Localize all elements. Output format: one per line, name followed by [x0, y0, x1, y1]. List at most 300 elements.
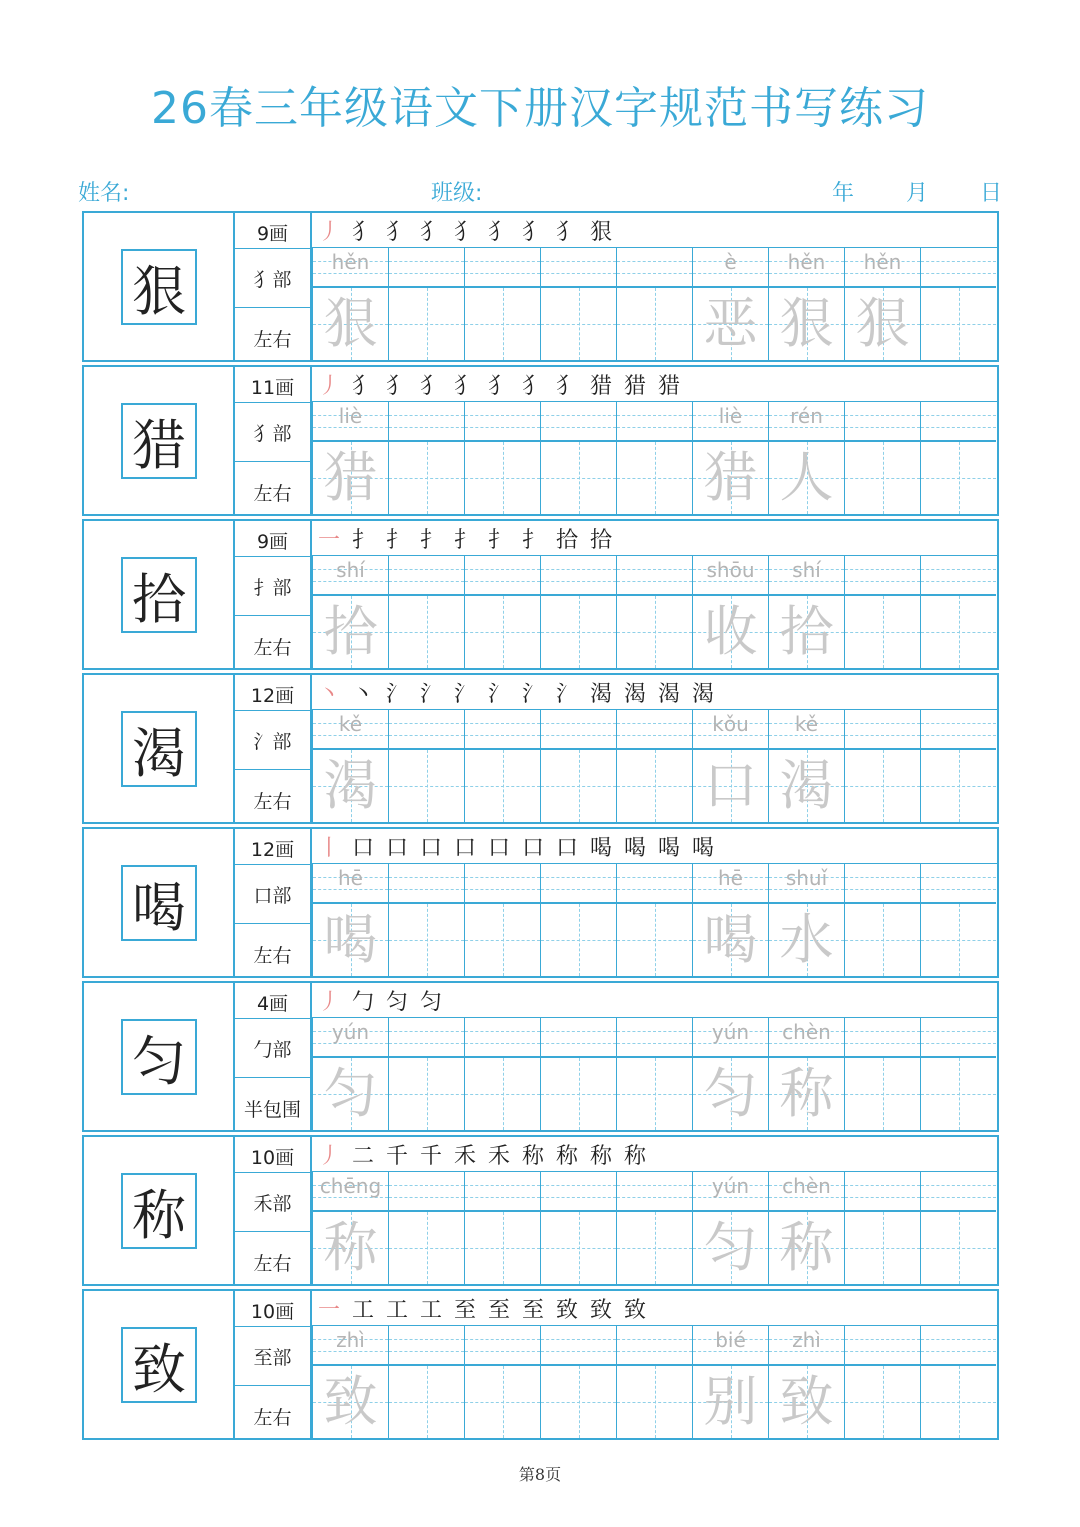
pinyin-text: zhì: [792, 1328, 821, 1352]
writing-cell[interactable]: [768, 286, 844, 360]
pinyin-text: hē: [338, 866, 363, 890]
writing-cell[interactable]: [692, 1364, 768, 1438]
stroke-step: 喝: [692, 836, 715, 861]
stroke-step: 禾: [488, 1144, 511, 1169]
pinyin-cell[interactable]: [464, 1326, 540, 1364]
writing-cell[interactable]: [920, 902, 996, 976]
main-char: 渴: [121, 711, 197, 787]
pinyin-cell[interactable]: [768, 710, 844, 748]
pinyin-cell[interactable]: [920, 556, 996, 594]
pinyin-cell[interactable]: [540, 556, 616, 594]
pinyin-cell[interactable]: [312, 1018, 388, 1056]
radical-label: 扌部: [253, 577, 292, 599]
pinyin-cell[interactable]: [616, 402, 692, 440]
pinyin-cell[interactable]: [312, 1172, 388, 1210]
stroke-step: 扌: [352, 528, 375, 553]
writing-cell[interactable]: [312, 748, 388, 822]
trace-char: 拾: [323, 600, 378, 663]
main-char-cell: [84, 829, 235, 976]
trace-char: 喝: [323, 908, 378, 971]
writing-cell[interactable]: [464, 1210, 540, 1284]
writing-cell[interactable]: [464, 748, 540, 822]
stroke-count: 10画: [250, 1301, 295, 1323]
writing-cell[interactable]: [540, 594, 616, 668]
pinyin-text: rén: [790, 404, 823, 428]
pinyin-cell[interactable]: [844, 710, 920, 748]
pinyin-cell[interactable]: [616, 710, 692, 748]
writing-cell[interactable]: [692, 286, 768, 360]
pinyin-cell[interactable]: [312, 864, 388, 902]
writing-cell[interactable]: [540, 748, 616, 822]
writing-cell[interactable]: [464, 1056, 540, 1130]
writing-cell[interactable]: [844, 594, 920, 668]
pinyin-cell[interactable]: [388, 402, 464, 440]
pinyin-cell[interactable]: [540, 402, 616, 440]
pinyin-cell[interactable]: [540, 248, 616, 286]
writing-cell[interactable]: [616, 594, 692, 668]
writing-cell[interactable]: [464, 1364, 540, 1438]
radical-label: 勹部: [253, 1039, 292, 1061]
stroke-step: 犭: [488, 374, 511, 399]
writing-cell[interactable]: [616, 1364, 692, 1438]
writing-cell[interactable]: [312, 902, 388, 976]
stroke-step: 口: [454, 836, 477, 861]
writing-cell[interactable]: [692, 440, 768, 514]
char-info: [235, 367, 312, 514]
pinyin-cell[interactable]: [616, 1018, 692, 1056]
writing-cell[interactable]: [312, 1056, 388, 1130]
writing-cell[interactable]: [768, 440, 844, 514]
char-info: [235, 829, 312, 976]
writing-cell[interactable]: [540, 1056, 616, 1130]
class-label: 班级:: [431, 181, 483, 206]
writing-cell[interactable]: [540, 1210, 616, 1284]
pinyin-text: zhì: [336, 1328, 365, 1352]
pinyin-text: liè: [718, 404, 743, 428]
pinyin-cell[interactable]: [768, 248, 844, 286]
pinyin-cell[interactable]: [388, 1172, 464, 1210]
char-info: [235, 675, 312, 822]
stroke-step: 犭: [488, 220, 511, 245]
writing-cell[interactable]: [768, 902, 844, 976]
pinyin-cell[interactable]: [692, 864, 768, 902]
writing-cell[interactable]: [616, 286, 692, 360]
pinyin-cell[interactable]: [692, 1018, 768, 1056]
pinyin-cell[interactable]: [464, 1172, 540, 1210]
pinyin-cell[interactable]: [388, 556, 464, 594]
char-info: [235, 213, 312, 360]
stroke-order: [312, 213, 997, 248]
structure-label: 左右: [253, 945, 292, 967]
pinyin-cell[interactable]: [464, 710, 540, 748]
stroke-step: 禾: [454, 1144, 477, 1169]
stroke-count: 12画: [250, 839, 295, 861]
main-char-cell: [84, 1291, 235, 1438]
stroke-step: 犭: [556, 374, 579, 399]
trace-char: 匀: [703, 1062, 758, 1125]
stroke-step: 喝: [590, 836, 613, 861]
stroke-step: 拾: [590, 528, 613, 553]
writing-cell[interactable]: [920, 286, 996, 360]
pinyin-cell[interactable]: [844, 1326, 920, 1364]
writing-cell[interactable]: [312, 286, 388, 360]
stroke-step: 工: [386, 1298, 409, 1323]
char-block: [82, 1135, 999, 1286]
pinyin-cell[interactable]: [540, 1018, 616, 1056]
stroke-count: 12画: [250, 685, 295, 707]
pinyin-cell[interactable]: [616, 1326, 692, 1364]
structure-label: 左右: [253, 329, 292, 351]
stroke-step: 氵: [522, 682, 545, 707]
stroke-step: 狠: [590, 220, 613, 245]
stroke-step: 匀: [420, 990, 443, 1015]
stroke-step: 丿: [318, 1144, 341, 1169]
pinyin-cell[interactable]: [312, 248, 388, 286]
pinyin-cell[interactable]: [920, 710, 996, 748]
writing-cell[interactable]: [692, 902, 768, 976]
practice-sheet: [82, 211, 999, 1443]
pinyin-cell[interactable]: [464, 1018, 540, 1056]
trace-char: 渴: [779, 754, 834, 817]
main-char: 狠: [121, 249, 197, 325]
pinyin-cell[interactable]: [388, 1018, 464, 1056]
main-char: 匀: [121, 1019, 197, 1095]
pinyin-cell[interactable]: [692, 402, 768, 440]
writing-cell[interactable]: [692, 1210, 768, 1284]
pinyin-text: hěn: [863, 250, 902, 274]
writing-cell[interactable]: [768, 748, 844, 822]
char-info: [235, 983, 312, 1130]
writing-cell[interactable]: [540, 1364, 616, 1438]
writing-cell[interactable]: [692, 1056, 768, 1130]
writing-cell[interactable]: [388, 286, 464, 360]
writing-cell[interactable]: [616, 748, 692, 822]
pinyin-cell[interactable]: [464, 402, 540, 440]
pinyin-cell[interactable]: [844, 402, 920, 440]
stroke-step: 犭: [352, 374, 375, 399]
pinyin-cell[interactable]: [920, 248, 996, 286]
pinyin-cell[interactable]: [920, 1326, 996, 1364]
pinyin-text: chèn: [782, 1174, 831, 1198]
pinyin-cell[interactable]: [312, 402, 388, 440]
writing-cell[interactable]: [920, 1210, 996, 1284]
stroke-step: 一: [318, 1298, 341, 1323]
stroke-step: 拾: [556, 528, 579, 553]
writing-cell[interactable]: [540, 902, 616, 976]
stroke-order: [312, 675, 997, 710]
trace-char: 渴: [323, 754, 378, 817]
pinyin-text: yún: [711, 1020, 750, 1044]
stroke-step: 致: [624, 1298, 647, 1323]
stroke-step: 犭: [352, 220, 375, 245]
writing-cell[interactable]: [464, 902, 540, 976]
pinyin-cell[interactable]: [920, 864, 996, 902]
main-char: 喝: [121, 865, 197, 941]
main-char-cell: [84, 1137, 235, 1284]
pinyin-cell[interactable]: [920, 402, 996, 440]
radical-label: 禾部: [253, 1193, 292, 1215]
trace-char: 喝: [703, 908, 758, 971]
writing-cell[interactable]: [844, 1210, 920, 1284]
stroke-count: 9画: [256, 531, 289, 553]
pinyin-cell[interactable]: [692, 1172, 768, 1210]
pinyin-cell[interactable]: [768, 1018, 844, 1056]
stroke-step: 致: [556, 1298, 579, 1323]
stroke-step: 千: [420, 1144, 443, 1169]
pinyin-text: hěn: [787, 250, 826, 274]
char-block: [82, 1289, 999, 1440]
stroke-step: 至: [454, 1298, 477, 1323]
writing-grid: [312, 1137, 997, 1284]
stroke-step: 口: [522, 836, 545, 861]
pinyin-cell[interactable]: [768, 1326, 844, 1364]
trace-char: 恶: [703, 292, 758, 355]
trace-char: 称: [323, 1216, 378, 1279]
pinyin-text: chēng: [319, 1174, 382, 1198]
stroke-step: 犭: [454, 220, 477, 245]
structure-label: 半包围: [243, 1099, 301, 1121]
trace-char: 狠: [779, 292, 834, 355]
pinyin-cell[interactable]: [768, 1172, 844, 1210]
writing-grid: [312, 829, 997, 976]
stroke-step: 口: [386, 836, 409, 861]
trace-char: 称: [779, 1216, 834, 1279]
writing-cell[interactable]: [388, 748, 464, 822]
stroke-step: 猎: [624, 374, 647, 399]
writing-cell[interactable]: [616, 1210, 692, 1284]
writing-cell[interactable]: [844, 286, 920, 360]
pinyin-cell[interactable]: [540, 1172, 616, 1210]
radical-label: 口部: [253, 885, 292, 907]
stroke-step: 犭: [420, 220, 443, 245]
main-char-cell: [84, 213, 235, 360]
pinyin-text: hē: [718, 866, 743, 890]
writing-cell[interactable]: [844, 1056, 920, 1130]
writing-cell[interactable]: [844, 902, 920, 976]
pinyin-cell[interactable]: [540, 1326, 616, 1364]
writing-cell[interactable]: [616, 1056, 692, 1130]
pinyin-cell[interactable]: [844, 248, 920, 286]
stroke-step: 丶: [318, 682, 341, 707]
pinyin-cell[interactable]: [388, 864, 464, 902]
stroke-step: 至: [488, 1298, 511, 1323]
stroke-step: 称: [556, 1144, 579, 1169]
pinyin-cell[interactable]: [388, 710, 464, 748]
stroke-step: 称: [522, 1144, 545, 1169]
writing-cell[interactable]: [388, 902, 464, 976]
writing-cell[interactable]: [920, 1364, 996, 1438]
stroke-step: 丿: [318, 374, 341, 399]
writing-cell[interactable]: [768, 1210, 844, 1284]
pinyin-cell[interactable]: [692, 1326, 768, 1364]
writing-cell[interactable]: [388, 1364, 464, 1438]
stroke-count: 11画: [250, 377, 295, 399]
writing-cell[interactable]: [312, 594, 388, 668]
stroke-step: 口: [352, 836, 375, 861]
stroke-step: 工: [352, 1298, 375, 1323]
stroke-step: 氵: [420, 682, 443, 707]
writing-cell[interactable]: [388, 594, 464, 668]
writing-cell[interactable]: [540, 440, 616, 514]
writing-cell[interactable]: [692, 748, 768, 822]
stroke-count: 4画: [256, 993, 289, 1015]
char-info: [235, 1137, 312, 1284]
pinyin-cell[interactable]: [616, 864, 692, 902]
writing-cell[interactable]: [540, 286, 616, 360]
writing-cell[interactable]: [616, 902, 692, 976]
trace-char: 称: [779, 1062, 834, 1125]
stroke-step: 扌: [522, 528, 545, 553]
writing-cell[interactable]: [464, 594, 540, 668]
trace-char: 拾: [779, 600, 834, 663]
writing-cell[interactable]: [388, 440, 464, 514]
char-block: [82, 673, 999, 824]
structure-label: 左右: [253, 483, 292, 505]
writing-cell[interactable]: [312, 440, 388, 514]
pinyin-cell[interactable]: [464, 864, 540, 902]
stroke-step: 犭: [386, 220, 409, 245]
stroke-step: 氵: [488, 682, 511, 707]
writing-cell[interactable]: [768, 1056, 844, 1130]
trace-char: 猎: [703, 446, 758, 509]
writing-cell[interactable]: [844, 748, 920, 822]
structure-label: 左右: [253, 1407, 292, 1429]
trace-char: 匀: [703, 1216, 758, 1279]
stroke-step: 喝: [624, 836, 647, 861]
day-label: 日: [980, 181, 1003, 206]
stroke-order: [312, 1137, 997, 1172]
pinyin-cell[interactable]: [844, 1172, 920, 1210]
radical-label: 犭部: [253, 269, 292, 291]
writing-cell[interactable]: [464, 440, 540, 514]
writing-cell[interactable]: [844, 1364, 920, 1438]
writing-cell[interactable]: [920, 748, 996, 822]
pinyin-text: liè: [338, 404, 363, 428]
stroke-step: 扌: [420, 528, 443, 553]
pinyin-cell[interactable]: [844, 864, 920, 902]
stroke-step: 扌: [488, 528, 511, 553]
stroke-order: [312, 367, 997, 402]
main-char-cell: [84, 521, 235, 668]
pinyin-cell[interactable]: [312, 1326, 388, 1364]
writing-cell[interactable]: [920, 1056, 996, 1130]
writing-grid: [312, 675, 997, 822]
pinyin-cell[interactable]: [312, 556, 388, 594]
trace-char: 水: [779, 908, 834, 971]
stroke-step: 渴: [658, 682, 681, 707]
pinyin-cell[interactable]: [920, 1172, 996, 1210]
stroke-step: 匀: [386, 990, 409, 1015]
stroke-step: 渴: [590, 682, 613, 707]
stroke-step: 扌: [454, 528, 477, 553]
stroke-step: 犭: [454, 374, 477, 399]
writing-cell[interactable]: [312, 1210, 388, 1284]
trace-char: 收: [703, 600, 758, 663]
pinyin-cell[interactable]: [844, 1018, 920, 1056]
pinyin-cell[interactable]: [616, 248, 692, 286]
pinyin-text: kǒu: [712, 712, 749, 736]
char-block: [82, 827, 999, 978]
pinyin-text: shí: [336, 558, 365, 582]
radical-label: 至部: [253, 1347, 292, 1369]
stroke-step: 喝: [658, 836, 681, 861]
pinyin-cell[interactable]: [768, 864, 844, 902]
writing-cell[interactable]: [768, 1364, 844, 1438]
stroke-step: 氵: [556, 682, 579, 707]
trace-char: 人: [779, 446, 834, 509]
name-label: 姓名:: [78, 181, 130, 206]
writing-cell[interactable]: [312, 1364, 388, 1438]
writing-cell[interactable]: [920, 440, 996, 514]
stroke-order: [312, 1291, 997, 1326]
pinyin-text: bié: [715, 1328, 746, 1352]
char-info: [235, 1291, 312, 1438]
stroke-step: 口: [556, 836, 579, 861]
writing-cell[interactable]: [464, 286, 540, 360]
stroke-step: 犭: [386, 374, 409, 399]
pinyin-cell[interactable]: [540, 864, 616, 902]
writing-cell[interactable]: [388, 1056, 464, 1130]
pinyin-text: shuǐ: [785, 866, 828, 890]
writing-cell[interactable]: [768, 594, 844, 668]
pinyin-cell[interactable]: [616, 556, 692, 594]
pinyin-cell[interactable]: [768, 402, 844, 440]
stroke-step: 口: [488, 836, 511, 861]
pinyin-cell[interactable]: [844, 556, 920, 594]
writing-cell[interactable]: [388, 1210, 464, 1284]
pinyin-text: yún: [711, 1174, 750, 1198]
month-label: 月: [906, 181, 929, 206]
pinyin-cell[interactable]: [388, 248, 464, 286]
pinyin-cell[interactable]: [768, 556, 844, 594]
stroke-step: 犭: [420, 374, 443, 399]
main-char: 致: [121, 1327, 197, 1403]
writing-cell[interactable]: [616, 440, 692, 514]
stroke-count: 9画: [256, 223, 289, 245]
stroke-step: 二: [352, 1144, 375, 1169]
main-char: 称: [121, 1173, 197, 1249]
pinyin-cell[interactable]: [920, 1018, 996, 1056]
pinyin-text: hěn: [331, 250, 370, 274]
stroke-count: 10画: [250, 1147, 295, 1169]
pinyin-cell[interactable]: [692, 710, 768, 748]
pinyin-cell[interactable]: [692, 248, 768, 286]
year-label: 年: [832, 181, 855, 206]
main-char-cell: [84, 367, 235, 514]
pinyin-text: kě: [338, 712, 363, 736]
writing-cell[interactable]: [920, 594, 996, 668]
radical-label: 犭部: [253, 423, 292, 445]
stroke-step: 丿: [318, 990, 341, 1015]
stroke-step: 称: [624, 1144, 647, 1169]
pinyin-cell[interactable]: [464, 556, 540, 594]
pinyin-cell[interactable]: [616, 1172, 692, 1210]
writing-cell[interactable]: [692, 594, 768, 668]
trace-char: 狠: [855, 292, 910, 355]
pinyin-text: shí: [792, 558, 821, 582]
pinyin-cell[interactable]: [312, 710, 388, 748]
pinyin-cell[interactable]: [388, 1326, 464, 1364]
writing-cell[interactable]: [844, 440, 920, 514]
char-info: [235, 521, 312, 668]
stroke-step: 氵: [454, 682, 477, 707]
pinyin-cell[interactable]: [540, 710, 616, 748]
pinyin-cell[interactable]: [692, 556, 768, 594]
char-block: [82, 365, 999, 516]
stroke-step: 氵: [386, 682, 409, 707]
pinyin-cell[interactable]: [464, 248, 540, 286]
char-block: [82, 519, 999, 670]
